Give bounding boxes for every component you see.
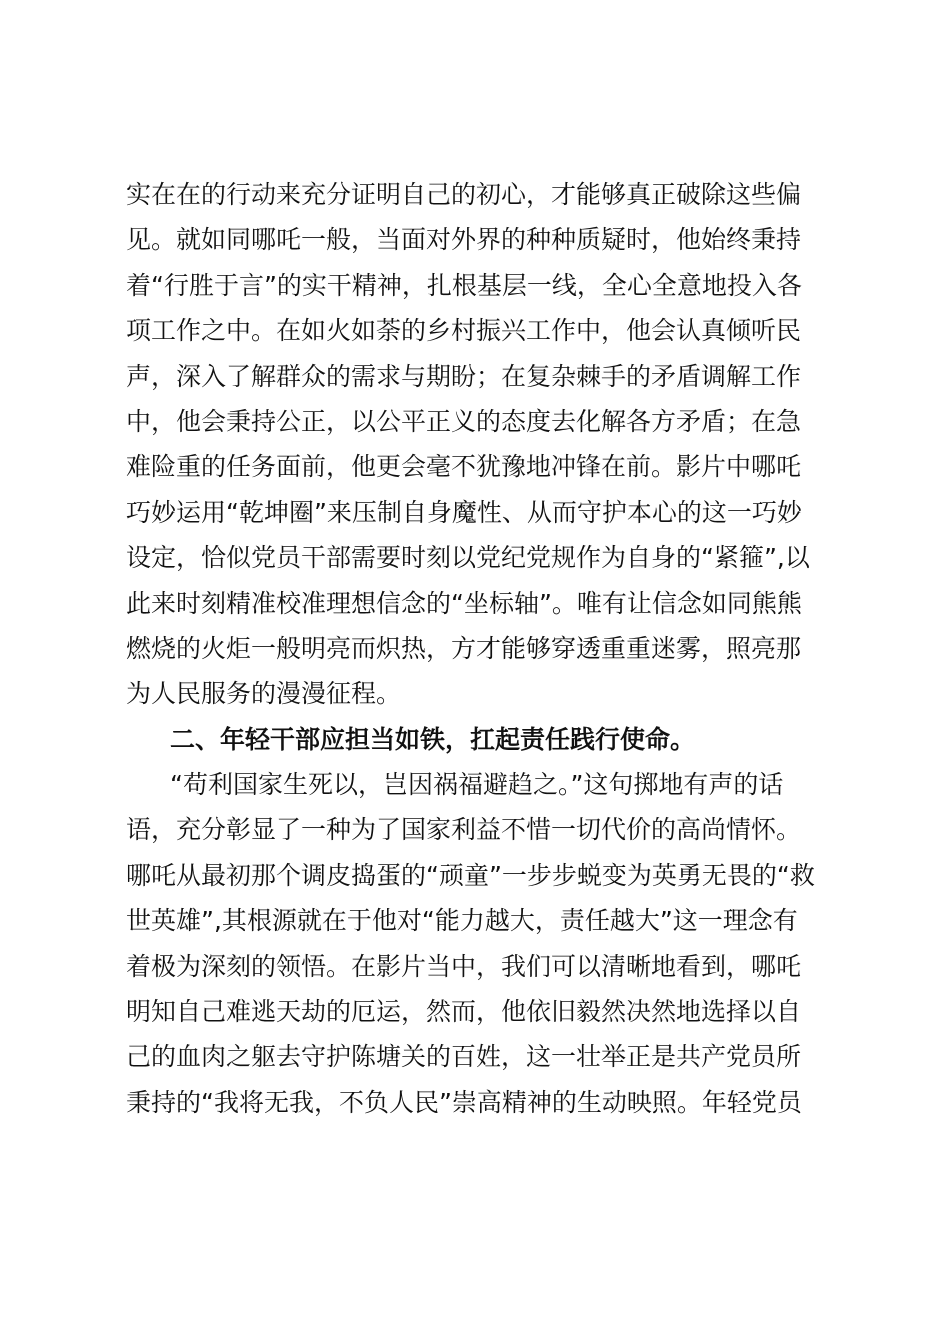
paragraph-line: 中，他会秉持公正，以公平正义的态度去化解各方矛盾；在急 bbox=[126, 406, 802, 436]
paragraph-line: 世英雄”,其根源就在于他对“能力越大，责任越大”这一理念有 bbox=[126, 906, 798, 936]
paragraph-line: “苟利国家生死以，岂因祸福避趋之。”这句掷地有声的话 bbox=[170, 770, 784, 800]
paragraph-line: 难险重的任务面前，他更会毫不犹豫地冲锋在前。影片中哪吒 bbox=[126, 452, 802, 482]
paragraph-line: 见。就如同哪吒一般，当面对外界的种种质疑时，他始终秉持 bbox=[126, 225, 802, 255]
paragraph-line: 语，充分彰显了一种为了国家利益不惜一切代价的高尚情怀。 bbox=[126, 815, 802, 845]
paragraph-line: 声，深入了解群众的需求与期盼；在复杂棘手的矛盾调解工作 bbox=[126, 361, 802, 391]
paragraph-line: 己的血肉之躯去守护陈塘关的百姓，这一壮举正是共产党员所 bbox=[126, 1042, 802, 1072]
paragraph-line: 项工作之中。在如火如荼的乡村振兴工作中，他会认真倾听民 bbox=[126, 316, 802, 346]
document-body bbox=[126, 172, 836, 1125]
paragraph-line: 着极为深刻的领悟。在影片当中，我们可以清晰地看到，哪吒 bbox=[126, 951, 802, 981]
paragraph-line: 着“行胜于言”的实干精神，扎根基层一线，全心全意地投入各 bbox=[126, 270, 802, 300]
paragraph-line: 巧妙运用“乾坤圈”来压制自身魔性、从而守护本心的这一巧妙 bbox=[126, 497, 802, 527]
paragraph-line: 实在在的行动来充分证明自己的初心，才能够真正破除这些偏 bbox=[126, 180, 802, 209]
paragraph-line: 此来时刻精准校准理想信念的“坐标轴”。唯有让信念如同熊熊 bbox=[126, 588, 802, 618]
paragraph-line: 秉持的“我将无我，不负人民”崇高精神的生动映照。年轻党员 bbox=[126, 1087, 802, 1117]
paragraph-line: 为人民服务的漫漫征程。 bbox=[126, 679, 402, 709]
paragraph-line: 燃烧的火炬一般明亮而炽热，方才能够穿透重重迷雾，照亮那 bbox=[126, 633, 802, 663]
paragraph-line: 哪吒从最初那个调皮捣蛋的“顽童”一步步蜕变为英勇无畏的“救 bbox=[126, 860, 815, 890]
section-heading: 二、年轻干部应担当如铁，扛起责任践行使命。 bbox=[170, 724, 696, 754]
paragraph-line: 明知自己难逃天劫的厄运，然而，他依旧毅然决然地选择以自 bbox=[126, 997, 802, 1027]
paragraph-line: 设定，恰似党员干部需要时刻以党纪党规作为自身的“紧箍”,以 bbox=[126, 543, 810, 573]
